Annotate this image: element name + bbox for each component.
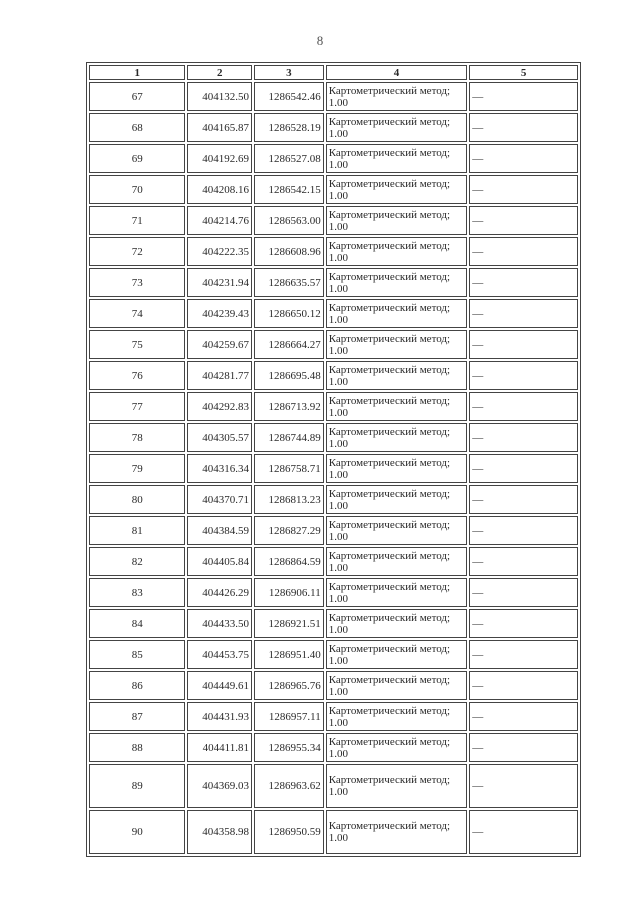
table-row xyxy=(89,671,578,700)
note-cell: — xyxy=(469,733,578,762)
coordinate-x: 404132.50 xyxy=(187,82,252,111)
point-number: 88 xyxy=(89,733,185,762)
note-cell: — xyxy=(469,702,578,731)
coordinate-x: 404358.98 xyxy=(187,810,252,854)
note-cell: — xyxy=(469,206,578,235)
header-col-3: 3 xyxy=(254,65,324,80)
table-row xyxy=(89,268,578,297)
point-number: 86 xyxy=(89,671,185,700)
note-cell: — xyxy=(469,810,578,854)
note-cell: — xyxy=(469,82,578,111)
method-cell xyxy=(326,330,468,359)
method-label: Картометрический метод; xyxy=(328,239,451,252)
method-label: Картометрический метод; xyxy=(328,774,451,786)
method-cell xyxy=(326,640,468,669)
table-row xyxy=(89,810,578,854)
precision-value: 1.00 xyxy=(328,716,348,729)
method-cell xyxy=(326,392,468,421)
precision-value: 1.00 xyxy=(328,654,348,667)
coordinate-x: 404208.16 xyxy=(187,175,252,204)
point-number: 79 xyxy=(89,454,185,483)
coordinates-table xyxy=(86,62,581,857)
method-label: Картометрический метод; xyxy=(328,301,451,314)
note-cell: — xyxy=(469,361,578,390)
table-row xyxy=(89,640,578,669)
precision-value: 1.00 xyxy=(328,437,348,450)
point-number: 77 xyxy=(89,392,185,421)
table-row xyxy=(89,733,578,762)
method-cell xyxy=(326,810,468,854)
method-label: Картометрический метод; xyxy=(328,549,451,562)
point-number: 83 xyxy=(89,578,185,607)
precision-value: 1.00 xyxy=(328,251,348,264)
coordinate-y: 1286758.71 xyxy=(254,454,324,483)
coordinate-y: 1286664.27 xyxy=(254,330,324,359)
point-number: 90 xyxy=(89,810,185,854)
method-label: Картометрический метод; xyxy=(328,394,451,407)
precision-value: 1.00 xyxy=(328,832,348,844)
method-label: Картометрический метод; xyxy=(328,487,451,500)
table-row xyxy=(89,361,578,390)
method-label: Картометрический метод; xyxy=(328,611,451,624)
table-row xyxy=(89,392,578,421)
coordinate-y: 1286563.00 xyxy=(254,206,324,235)
method-cell xyxy=(326,423,468,452)
header-col-2: 2 xyxy=(187,65,252,80)
method-label: Картометрический метод; xyxy=(328,673,451,686)
table-row xyxy=(89,82,578,111)
precision-value: 1.00 xyxy=(328,282,348,295)
method-label: Картометрический метод; xyxy=(328,642,451,655)
point-number: 82 xyxy=(89,547,185,576)
coordinate-x: 404370.71 xyxy=(187,485,252,514)
page-number: 8 xyxy=(316,33,324,48)
coordinate-x: 404411.81 xyxy=(187,733,252,762)
table-row xyxy=(89,175,578,204)
note-cell: — xyxy=(469,547,578,576)
method-label: Картометрический метод; xyxy=(328,270,451,283)
note-cell: — xyxy=(469,485,578,514)
point-number: 74 xyxy=(89,299,185,328)
method-label: Картометрический метод; xyxy=(328,820,451,832)
table-row xyxy=(89,702,578,731)
method-label: Картометрический метод; xyxy=(328,363,451,376)
table-row xyxy=(89,578,578,607)
precision-value: 1.00 xyxy=(328,189,348,202)
point-number: 73 xyxy=(89,268,185,297)
coordinate-x: 404281.77 xyxy=(187,361,252,390)
coordinate-x: 404369.03 xyxy=(187,764,252,808)
table-row xyxy=(89,206,578,235)
method-cell xyxy=(326,485,468,514)
precision-value: 1.00 xyxy=(328,786,348,798)
coordinate-x: 404305.57 xyxy=(187,423,252,452)
coordinate-y: 1286906.11 xyxy=(254,578,324,607)
coordinate-y: 1286965.76 xyxy=(254,671,324,700)
point-number: 75 xyxy=(89,330,185,359)
precision-value: 1.00 xyxy=(328,747,348,760)
point-number: 68 xyxy=(89,113,185,142)
method-label: Картометрический метод; xyxy=(328,115,451,128)
coordinate-x: 404453.75 xyxy=(187,640,252,669)
note-cell: — xyxy=(469,175,578,204)
coordinate-x: 404426.29 xyxy=(187,578,252,607)
note-cell: — xyxy=(469,268,578,297)
method-cell xyxy=(326,609,468,638)
point-number: 76 xyxy=(89,361,185,390)
note-cell: — xyxy=(469,671,578,700)
table-row xyxy=(89,516,578,545)
coordinate-y: 1286635.57 xyxy=(254,268,324,297)
coordinate-x: 404259.67 xyxy=(187,330,252,359)
precision-value: 1.00 xyxy=(328,561,348,574)
table-row xyxy=(89,299,578,328)
method-cell xyxy=(326,733,468,762)
note-cell: — xyxy=(469,113,578,142)
method-label: Картометрический метод; xyxy=(328,84,451,97)
point-number: 81 xyxy=(89,516,185,545)
table-row xyxy=(89,454,578,483)
method-cell xyxy=(326,237,468,266)
coordinate-y: 1286650.12 xyxy=(254,299,324,328)
table-row xyxy=(89,609,578,638)
table-row xyxy=(89,423,578,452)
point-number: 84 xyxy=(89,609,185,638)
coordinate-y: 1286713.92 xyxy=(254,392,324,421)
coordinate-x: 404192.69 xyxy=(187,144,252,173)
note-cell: — xyxy=(469,516,578,545)
coordinate-y: 1286951.40 xyxy=(254,640,324,669)
coordinate-y: 1286955.34 xyxy=(254,733,324,762)
method-label: Картометрический метод; xyxy=(328,146,451,159)
precision-value: 1.00 xyxy=(328,344,348,357)
precision-value: 1.00 xyxy=(328,158,348,171)
point-number: 70 xyxy=(89,175,185,204)
method-label: Картометрический метод; xyxy=(328,518,451,531)
coordinate-y: 1286950.59 xyxy=(254,810,324,854)
method-cell xyxy=(326,671,468,700)
table-header-row xyxy=(89,65,578,80)
precision-value: 1.00 xyxy=(328,685,348,698)
coordinate-y: 1286608.96 xyxy=(254,237,324,266)
method-cell xyxy=(326,547,468,576)
note-cell: — xyxy=(469,454,578,483)
method-cell xyxy=(326,764,468,808)
point-number: 87 xyxy=(89,702,185,731)
coordinate-y: 1286542.46 xyxy=(254,82,324,111)
method-label: Картометрический метод; xyxy=(328,735,451,748)
method-cell xyxy=(326,113,468,142)
table-row xyxy=(89,113,578,142)
note-cell: — xyxy=(469,299,578,328)
coordinate-x: 404239.43 xyxy=(187,299,252,328)
method-label: Картометрический метод; xyxy=(328,456,451,469)
precision-value: 1.00 xyxy=(328,499,348,512)
point-number: 89 xyxy=(89,764,185,808)
table-row xyxy=(89,485,578,514)
point-number: 80 xyxy=(89,485,185,514)
coordinate-x: 404405.84 xyxy=(187,547,252,576)
precision-value: 1.00 xyxy=(328,220,348,233)
table-row xyxy=(89,764,578,808)
table-row xyxy=(89,237,578,266)
header-col-5: 5 xyxy=(469,65,578,80)
coordinate-x: 404316.34 xyxy=(187,454,252,483)
precision-value: 1.00 xyxy=(328,127,348,140)
method-cell xyxy=(326,268,468,297)
coordinate-y: 1286527.08 xyxy=(254,144,324,173)
method-label: Картометрический метод; xyxy=(328,177,451,190)
method-cell xyxy=(326,516,468,545)
coordinate-x: 404165.87 xyxy=(187,113,252,142)
method-cell xyxy=(326,144,468,173)
coordinate-x: 404231.94 xyxy=(187,268,252,297)
method-label: Картометрический метод; xyxy=(328,332,451,345)
method-cell xyxy=(326,361,468,390)
table-row xyxy=(89,330,578,359)
precision-value: 1.00 xyxy=(328,592,348,605)
method-cell xyxy=(326,454,468,483)
coordinate-y: 1286827.29 xyxy=(254,516,324,545)
coordinate-x: 404214.76 xyxy=(187,206,252,235)
note-cell: — xyxy=(469,764,578,808)
method-cell xyxy=(326,175,468,204)
method-cell xyxy=(326,82,468,111)
note-cell: — xyxy=(469,330,578,359)
coordinate-y: 1286695.48 xyxy=(254,361,324,390)
method-label: Картометрический метод; xyxy=(328,704,451,717)
coordinate-y: 1286921.51 xyxy=(254,609,324,638)
point-number: 85 xyxy=(89,640,185,669)
coordinate-x: 404384.59 xyxy=(187,516,252,545)
table-row xyxy=(89,144,578,173)
precision-value: 1.00 xyxy=(328,623,348,636)
coordinate-y: 1286744.89 xyxy=(254,423,324,452)
note-cell: — xyxy=(469,423,578,452)
method-label: Картометрический метод; xyxy=(328,580,451,593)
note-cell: — xyxy=(469,237,578,266)
point-number: 67 xyxy=(89,82,185,111)
point-number: 71 xyxy=(89,206,185,235)
coordinate-x: 404222.35 xyxy=(187,237,252,266)
precision-value: 1.00 xyxy=(328,96,348,109)
note-cell: — xyxy=(469,609,578,638)
coordinate-y: 1286864.59 xyxy=(254,547,324,576)
coordinate-y: 1286528.19 xyxy=(254,113,324,142)
header-col-1: 1 xyxy=(89,65,185,80)
note-cell: — xyxy=(469,144,578,173)
header-col-4: 4 xyxy=(326,65,468,80)
method-label: Картометрический метод; xyxy=(328,425,451,438)
point-number: 69 xyxy=(89,144,185,173)
precision-value: 1.00 xyxy=(328,313,348,326)
precision-value: 1.00 xyxy=(328,530,348,543)
method-cell xyxy=(326,206,468,235)
method-cell xyxy=(326,578,468,607)
precision-value: 1.00 xyxy=(328,406,348,419)
precision-value: 1.00 xyxy=(328,375,348,388)
note-cell: — xyxy=(469,640,578,669)
point-number: 78 xyxy=(89,423,185,452)
coordinate-x: 404292.83 xyxy=(187,392,252,421)
coordinate-x: 404431.93 xyxy=(187,702,252,731)
method-label: Картометрический метод; xyxy=(328,208,451,221)
coordinate-x: 404433.50 xyxy=(187,609,252,638)
note-cell: — xyxy=(469,578,578,607)
coordinate-y: 1286957.11 xyxy=(254,702,324,731)
precision-value: 1.00 xyxy=(328,468,348,481)
method-cell xyxy=(326,299,468,328)
coordinate-y: 1286963.62 xyxy=(254,764,324,808)
table-row xyxy=(89,547,578,576)
coordinate-y: 1286813.23 xyxy=(254,485,324,514)
point-number: 72 xyxy=(89,237,185,266)
note-cell: — xyxy=(469,392,578,421)
method-cell xyxy=(326,702,468,731)
coordinate-y: 1286542.15 xyxy=(254,175,324,204)
coordinate-x: 404449.61 xyxy=(187,671,252,700)
